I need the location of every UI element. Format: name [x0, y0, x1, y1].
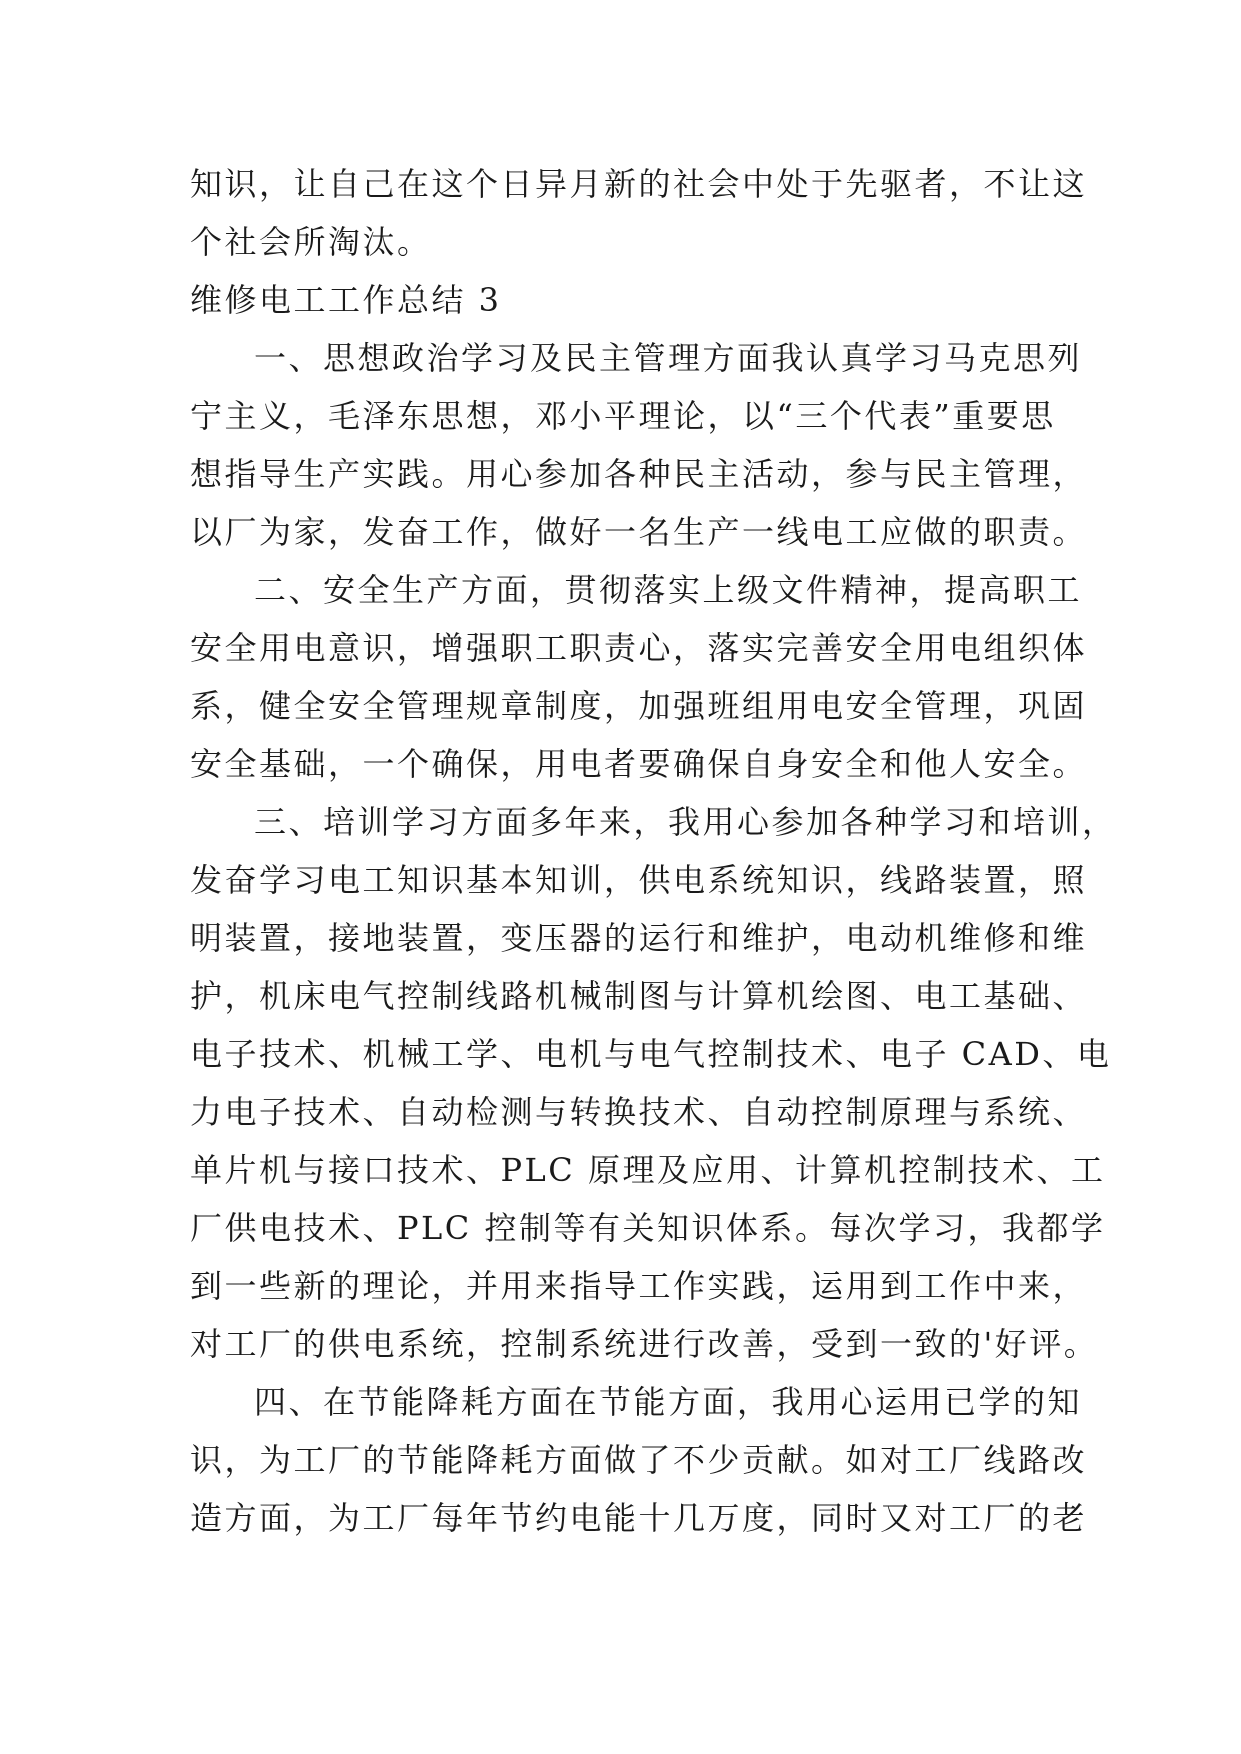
paragraph-start-line: 三、培训学习方面多年来，我用心参加各种学习和培训， [254, 803, 1117, 841]
paragraph-start-line: 一、思想政治学习及民主管理方面我认真学习马克思列 [254, 339, 1083, 377]
document-body [190, 155, 1117, 1547]
paragraph-start-line: 二、安全生产方面，贯彻落实上级文件精神，提高职工 [254, 571, 1083, 609]
body-line: 电子技术、机械工学、电机与电气控制技术、电子 CAD、电 [190, 1035, 1112, 1073]
body-line: 护，机床电气控制线路机械制图与计算机绘图、电工基础、 [190, 977, 1088, 1015]
body-line: 发奋学习电工知识基本知训，供电系统知识，线路装置，照 [190, 861, 1088, 899]
body-line: 对工厂的供电系统，控制系统进行改善，受到一致的'好评。 [190, 1325, 1099, 1363]
body-line: 系，健全安全管理规章制度，加强班组用电安全管理，巩固 [190, 687, 1088, 725]
body-line: 安全基础，一个确保，用电者要确保自身安全和他人安全。 [190, 745, 1088, 783]
body-line: 以厂为家，发奋工作，做好一名生产一线电工应做的职责。 [190, 513, 1088, 551]
body-line: 到一些新的理论，并用来指导工作实践，运用到工作中来， [190, 1267, 1088, 1305]
body-line: 单片机与接口技术、PLC 原理及应用、计算机控制技术、工 [190, 1151, 1106, 1189]
body-line: 识，为工厂的节能降耗方面做了不少贡献。如对工厂线路改 [190, 1441, 1088, 1479]
body-line: 厂供电技术、PLC 控制等有关知识体系。每次学习，我都学 [190, 1209, 1106, 1247]
body-line: 宁主义，毛泽东思想，邓小平理论，以“三个代表”重要思 [190, 397, 1056, 435]
section-heading: 维修电工工作总结 3 [190, 281, 502, 319]
paragraph-start-line: 四、在节能降耗方面在节能方面，我用心运用已学的知 [254, 1383, 1083, 1421]
body-line: 造方面，为工厂每年节约电能十几万度，同时又对工厂的老 [190, 1499, 1088, 1537]
body-line: 个社会所淘汰。 [190, 223, 432, 261]
body-line: 安全用电意识，增强职工职责心，落实完善安全用电组织体 [190, 629, 1088, 667]
body-line: 力电子技术、自动检测与转换技术、自动控制原理与系统、 [190, 1093, 1088, 1131]
body-line: 知识，让自己在这个日异月新的社会中处于先驱者，不让这 [190, 165, 1088, 203]
body-line: 明装置，接地装置，变压器的运行和维护，电动机维修和维 [190, 919, 1088, 957]
body-line: 想指导生产实践。用心参加各种民主活动，参与民主管理， [190, 455, 1088, 493]
